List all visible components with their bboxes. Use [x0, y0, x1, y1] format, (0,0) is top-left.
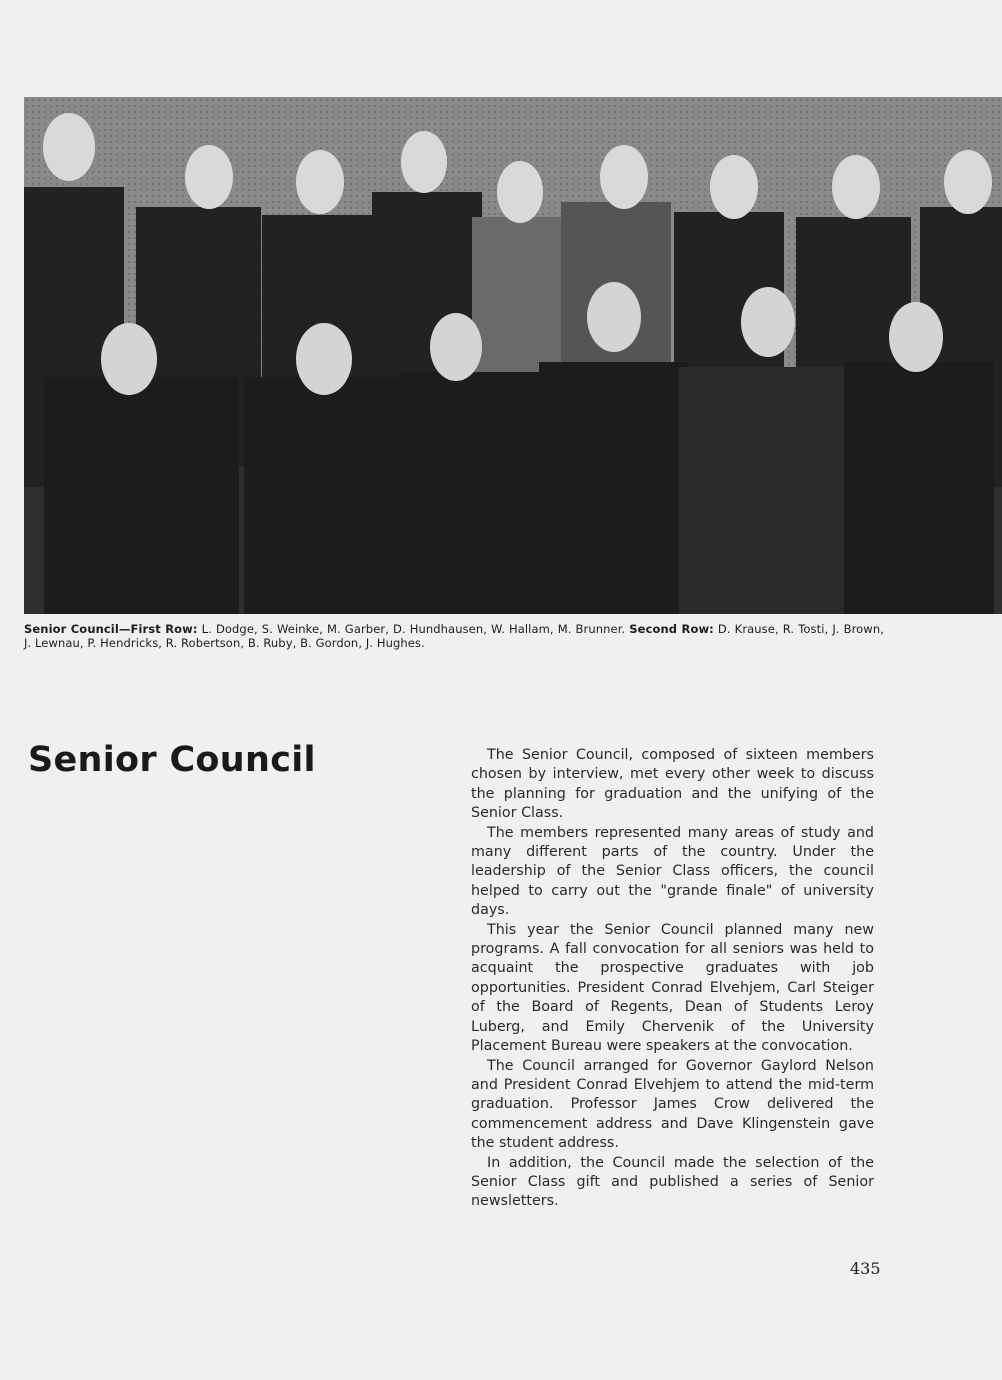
paragraph: The members represented many areas of study and many different parts of the country. Under the leadership of the Senior Class officers, the council helped to carry out the "grande finale" of university days.	[471, 824, 874, 919]
paragraph: This year the Senior Council planned many new programs. A fall convocation for all seniors was held to acquaint the prospective graduates with job opportunities. President Conrad Elvehjem, Carl Steiger of the Board of Regents, Dean of Students Leroy Luberg, and Emily Chervenik of the University Placement Bureau were speakers at the convocation.	[471, 921, 874, 1055]
paragraph: In addition, the Council made the selection of the Senior Class gift and published a series of Senior newsletters.	[471, 1154, 874, 1210]
caption-second-row-names: D. Krause, R. Tosti, J. Brown, J. Lewnau, P. Hendricks, R. Robertson, B. Ruby, B. Gordon, J. Hughes.	[24, 622, 884, 650]
group-photo	[24, 97, 1002, 614]
caption-first-row-label: First Row	[130, 622, 193, 636]
page-title: Senior Council	[28, 740, 316, 780]
paragraph: The Senior Council, composed of sixteen members chosen by interview, met every other week to discuss the planning for graduation and the unifying of the Senior Class.	[471, 747, 874, 822]
photo-caption: Senior Council—First Row: L. Dodge, S. Weinke, M. Garber, D. Hundhausen, W. Hallam, M. Brunner. Second Row: D. Krause, R. Tosti, J. Brown, J. Lewnau, P. Hendricks, R. Robertson, B. Ruby, B. Gordon, J. Hughes.	[24, 622, 884, 650]
page-number: 435	[850, 1259, 881, 1278]
caption-first-row-names: L. Dodge, S. Weinke, M. Garber, D. Hundhausen, W. Hallam, M. Brunner.	[201, 622, 626, 636]
caption-second-row-label: Second Row	[629, 622, 710, 636]
caption-group: Senior Council	[24, 622, 119, 636]
paragraph: The Council arranged for Governor Gaylord Nelson and President Conrad Elvehjem to attend the mid-term graduation. Professor James Crow delivered the commencement address and Dave Klingenstein gave the student address.	[471, 1057, 874, 1152]
article-body	[471, 746, 874, 1212]
group-photo-image	[24, 97, 1002, 614]
